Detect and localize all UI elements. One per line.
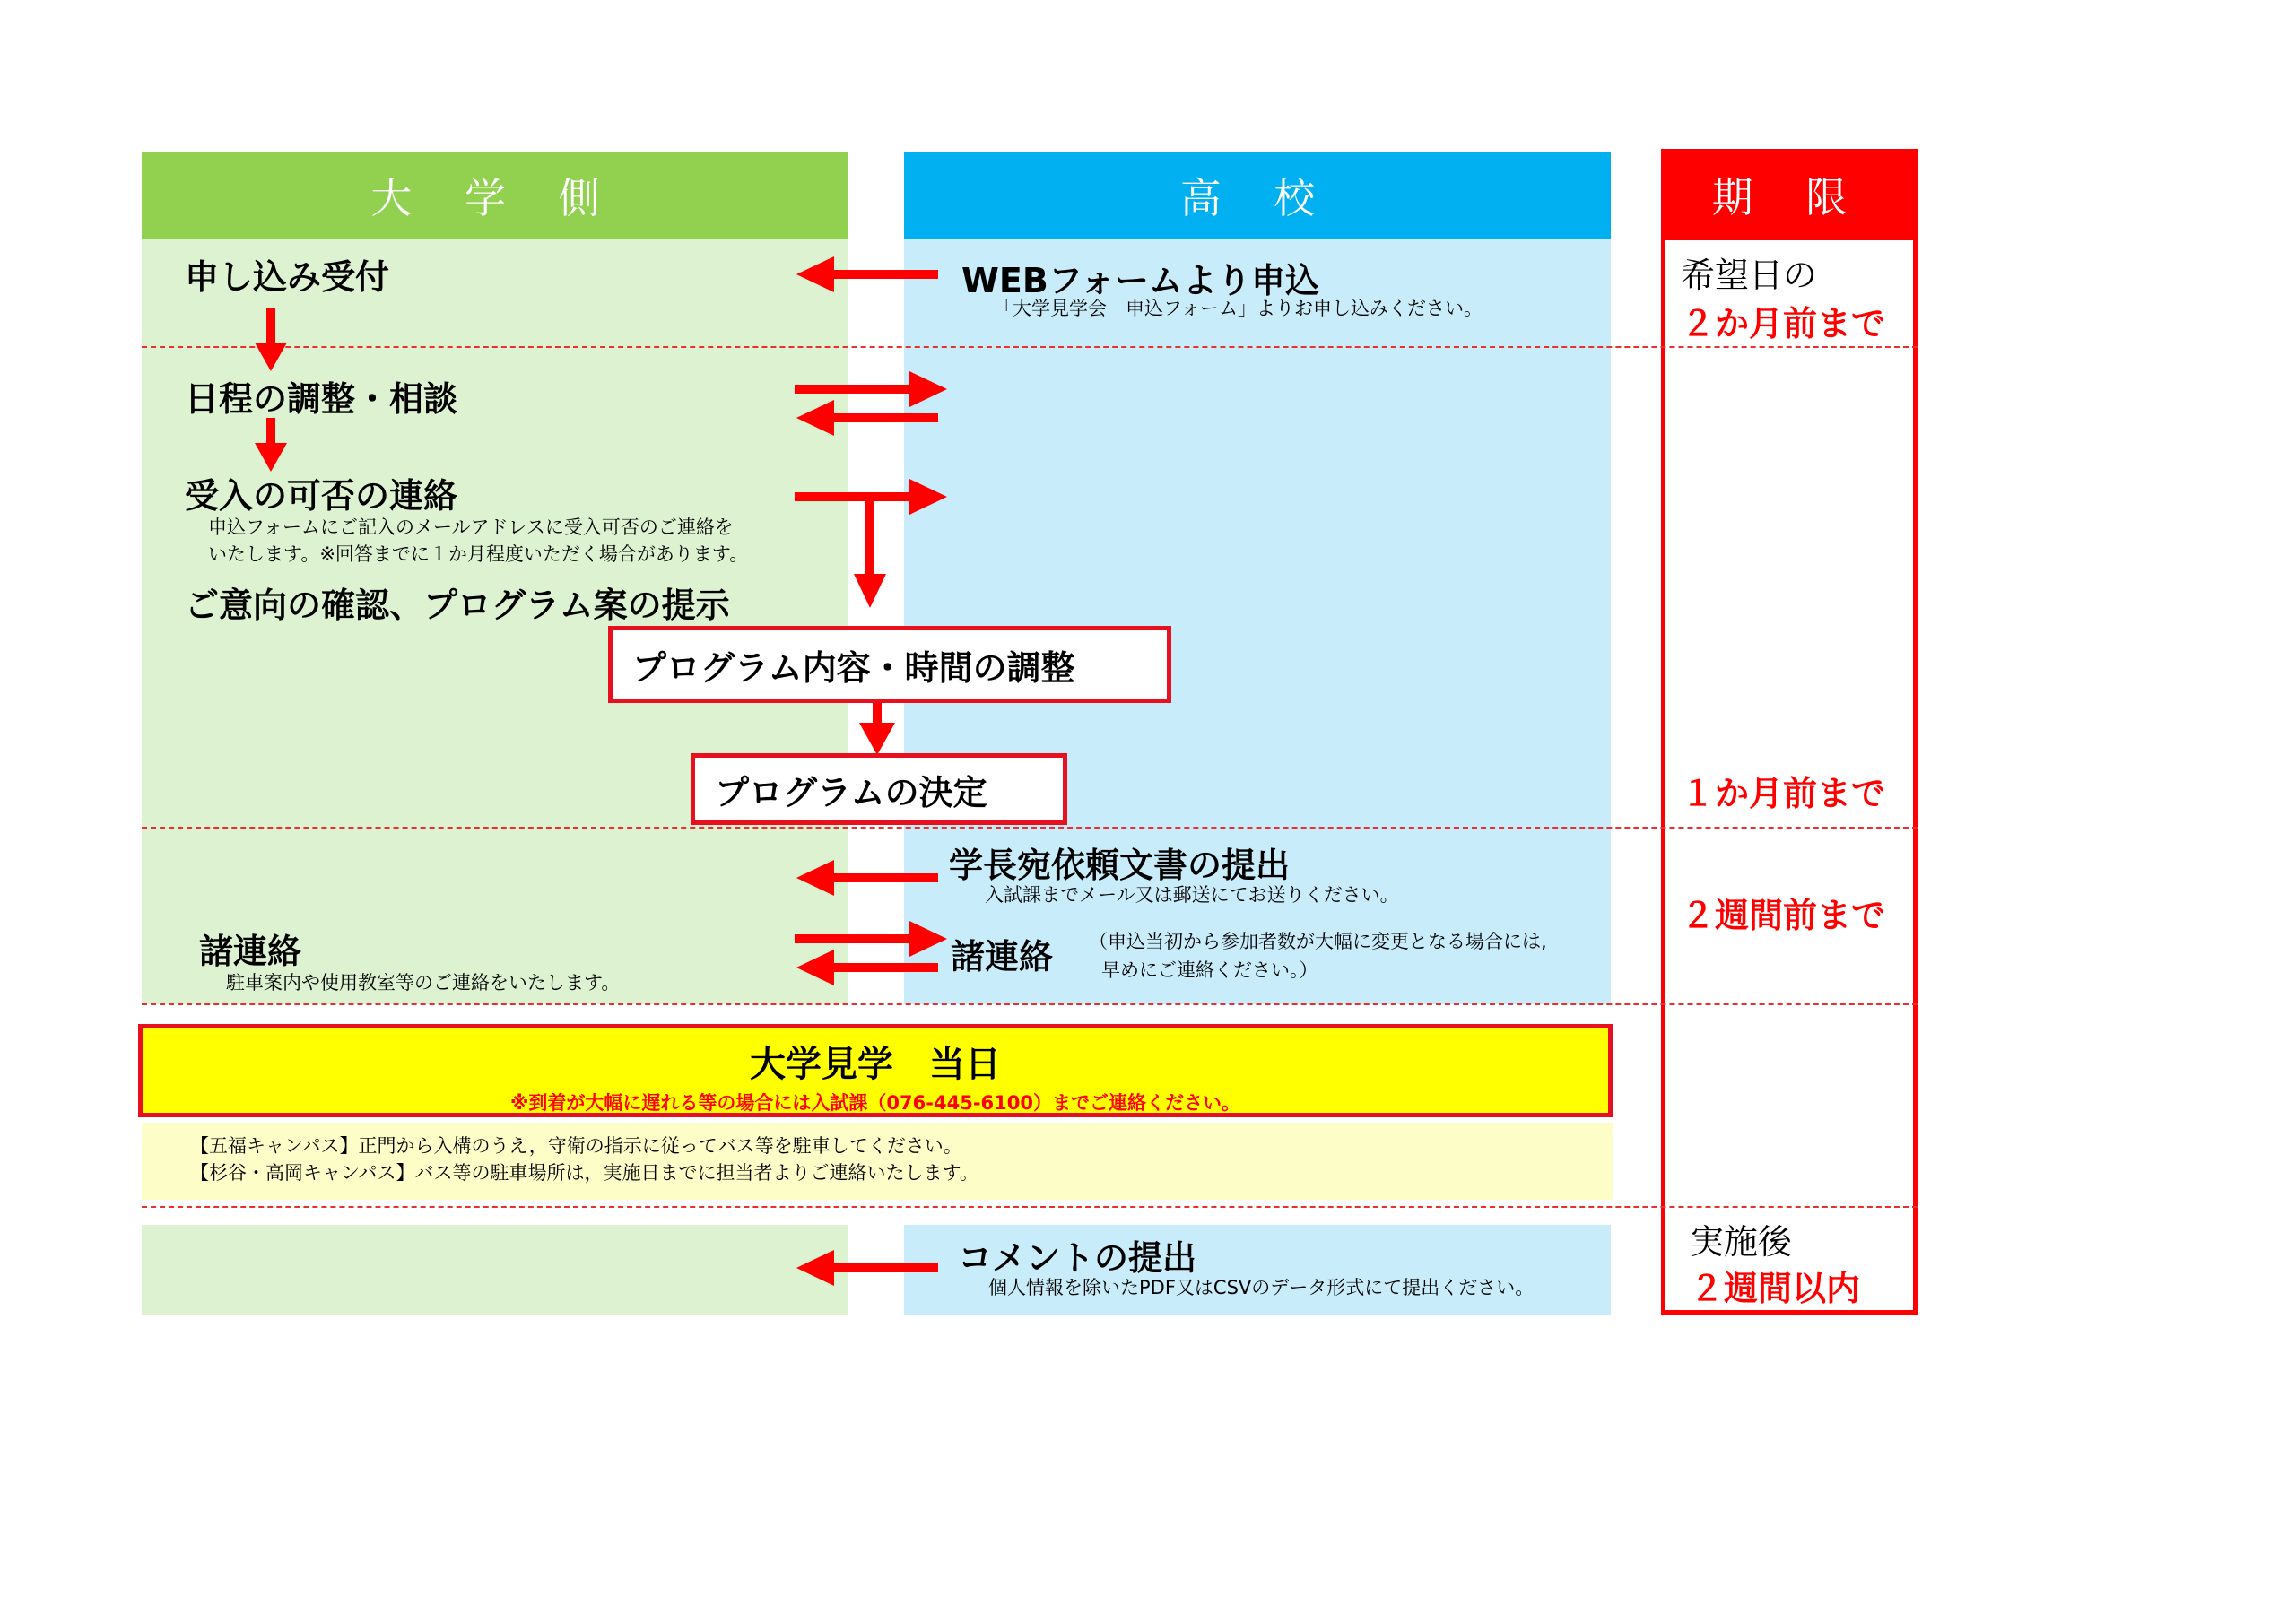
visit-day-box [138, 1024, 1613, 1117]
step-program-decide-box [691, 753, 1067, 825]
deadline-header-label: 期 限 [1711, 173, 1867, 221]
step-contact-hs: 諸連絡 [951, 937, 1054, 976]
step-web-form: WEBフォームより申込 [961, 261, 1319, 300]
step-apply-accept: 申し込み受付 [185, 257, 390, 297]
parking-info-2: 【杉谷・高岡キャンパス】バス等の駐車場所は，実施日までに担当者よりご連絡いたします。 [190, 1162, 978, 1184]
step-web-form-note: 「大学見学会 申込フォーム」よりお申し込みください。 [994, 298, 1483, 319]
parking-info-1: 【五福キャンパス】正門から入構のうえ，守衛の指示に従ってバス等を駐車してください。 [190, 1135, 962, 1157]
step-contact-hs-note-1: （申込当初から参加者数が大幅に変更となる場合には, [1089, 931, 1547, 952]
arrow-left-comment [796, 1250, 938, 1286]
university-header-label: 大 学 側 [370, 174, 620, 222]
arrow-down-program [859, 699, 895, 755]
step-program-adjust: プログラム内容・時間の調整 [632, 647, 1075, 688]
arrow-right-acceptance [795, 479, 947, 608]
step-program-decide: プログラムの決定 [715, 772, 987, 812]
arrow-left-schedule [796, 400, 938, 436]
step-acceptance-note-1: 申込フォームにご記入のメールアドレスに受入可否のご連絡を [208, 516, 734, 538]
step-contact-univ: 諸連絡 [199, 932, 302, 971]
visit-day-note: ※到着が大幅に遅れる等の場合には入試課（076-445-6100）までご連絡ください。 [510, 1092, 1240, 1114]
arrow-right-contact [795, 921, 947, 957]
visit-day-title: 大学見学 当日 [750, 1044, 1001, 1085]
arrow-left-apply [796, 256, 938, 292]
arrow-down-1 [255, 308, 287, 371]
step-contact-hs-note-2: 早めにご連絡ください。） [1101, 959, 1318, 981]
deadline-4-line1: 実施後 [1690, 1222, 1793, 1262]
deadline-3: ２週間前まで [1681, 896, 1886, 935]
arrow-left-request [796, 860, 938, 896]
deadline-2: １か月前まで [1681, 774, 1886, 813]
step-acceptance-note-2: いたします。※回答までに１か月程度いただく場合があります。 [208, 543, 749, 565]
step-contact-univ-note: 駐車案内や使用教室等のご連絡をいたします。 [226, 972, 621, 994]
step-schedule: 日程の調整・相談 [185, 379, 458, 419]
deadline-1-line2: ２か月前まで [1681, 304, 1886, 343]
highschool-header-label: 高 校 [1179, 174, 1335, 222]
arrow-down-2 [255, 418, 287, 472]
step-program-adjust-box [608, 626, 1171, 703]
deadline-4-line2: ２週間以内 [1690, 1269, 1861, 1308]
arrow-left-contact [796, 950, 938, 985]
step-comment-note: 個人情報を除いたPDF又はCSVのデータ形式にて提出ください。 [988, 1277, 1535, 1298]
step-comment: コメントの提出 [958, 1238, 1197, 1278]
step-intention: ご意向の確認、プログラム案の提示 [185, 586, 730, 625]
step-acceptance: 受入の可否の連絡 [185, 476, 458, 516]
parking-info [142, 1123, 1613, 1200]
step-request-doc-note: 入試課までメール又は郵送にてお送りください。 [985, 884, 1399, 906]
deadline-1-line1: 希望日の [1681, 256, 1818, 295]
step-request-doc: 学長宛依頼文書の提出 [949, 846, 1291, 885]
arrow-right-schedule [795, 371, 947, 407]
